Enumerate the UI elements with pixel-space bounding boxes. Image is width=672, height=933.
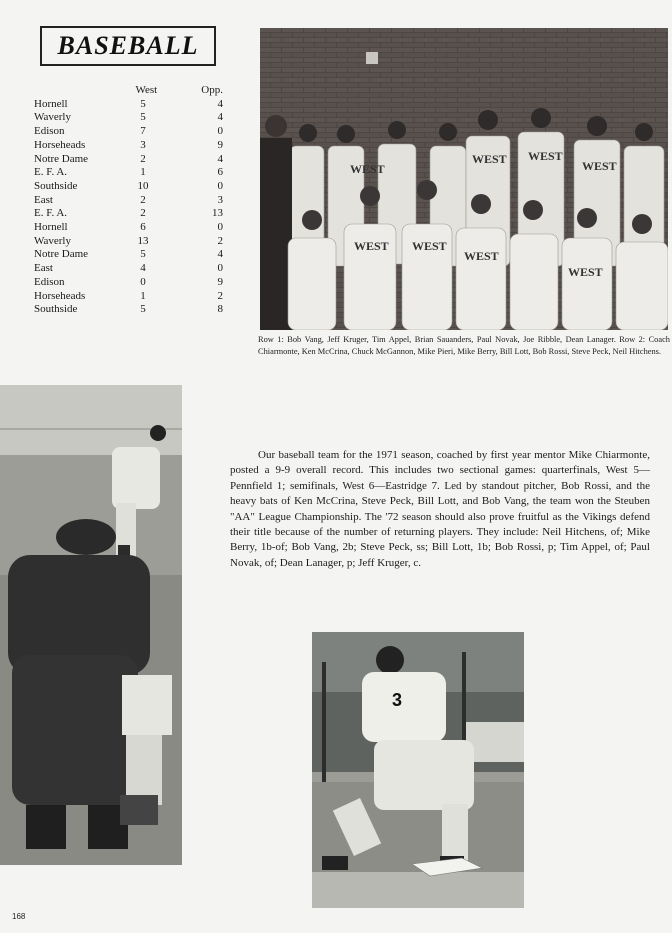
opponent-name: Edison — [34, 125, 65, 138]
west-score: 10 — [137, 179, 149, 192]
svg-text:WEST: WEST — [464, 249, 499, 263]
header-team — [34, 84, 111, 98]
west-score: 2 — [140, 193, 146, 206]
score-row — [34, 125, 229, 139]
page-title-box — [40, 26, 216, 66]
opponent-name: Notre Dame — [34, 152, 89, 165]
opp-score: 2 — [217, 234, 223, 247]
west-score: 7 — [140, 125, 146, 138]
opp-score: 4 — [217, 248, 223, 261]
scores-header — [34, 84, 229, 98]
team-photo-image — [260, 28, 668, 330]
score-row — [34, 303, 229, 317]
scores-table — [34, 84, 229, 317]
header-west: West — [135, 84, 158, 96]
opp-score: 3 — [217, 193, 223, 206]
score-row — [34, 166, 229, 180]
opponent-name: Waverly — [34, 111, 71, 124]
opp-score: 4 — [217, 111, 223, 124]
first-base-image — [312, 632, 524, 908]
opponent-name: Waverly — [34, 234, 71, 247]
opponent-name: E. F. A. — [34, 207, 68, 220]
west-score: 5 — [140, 111, 146, 124]
opponent-name: Southside — [34, 303, 78, 316]
score-row — [34, 207, 229, 221]
score-row — [34, 221, 229, 235]
opp-score: 9 — [217, 138, 223, 151]
opponent-name: Horseheads — [34, 289, 86, 302]
score-row — [34, 235, 229, 249]
west-score: 6 — [140, 221, 146, 234]
opponent-name: E. F. A. — [34, 166, 68, 179]
opp-score: 4 — [217, 152, 223, 165]
opp-score: 0 — [217, 221, 223, 234]
opp-score: 0 — [217, 262, 223, 275]
svg-text:WEST: WEST — [412, 239, 447, 253]
opp-score: 4 — [217, 97, 223, 110]
opponent-name: Hornell — [34, 221, 68, 234]
west-score: 5 — [140, 303, 146, 316]
svg-text:WEST: WEST — [582, 159, 617, 173]
opponent-name: Horseheads — [34, 138, 86, 151]
score-row — [34, 248, 229, 262]
opp-score: 0 — [217, 125, 223, 138]
header-opp: Opp. — [201, 84, 223, 96]
opp-score: 8 — [217, 303, 223, 316]
svg-text:WEST: WEST — [528, 149, 563, 163]
team-photo — [260, 28, 668, 330]
opp-score: 13 — [212, 207, 223, 220]
west-score: 2 — [140, 207, 146, 220]
opponent-name: East — [34, 262, 53, 275]
page-number: 168 — [12, 912, 26, 921]
svg-text:WEST: WEST — [472, 152, 507, 166]
jersey-lettering: WEST — [350, 162, 385, 176]
page-title: BASEBALL — [57, 31, 199, 60]
score-row — [34, 111, 229, 125]
pitcher-umpire-image — [0, 385, 182, 865]
opponent-name: Edison — [34, 275, 65, 288]
west-score: 0 — [140, 275, 146, 288]
opp-score: 6 — [217, 166, 223, 179]
svg-text:WEST: WEST — [354, 239, 389, 253]
opponent-name: East — [34, 193, 53, 206]
score-row — [34, 262, 229, 276]
opp-score: 9 — [217, 275, 223, 288]
west-score: 5 — [140, 248, 146, 261]
west-score: 13 — [137, 234, 149, 247]
pitcher-umpire-photo — [0, 385, 182, 865]
opp-score: 0 — [217, 179, 223, 192]
west-score: 2 — [140, 152, 146, 165]
score-row — [34, 290, 229, 304]
west-score: 1 — [140, 289, 146, 302]
score-row — [34, 276, 229, 290]
scores-body — [34, 98, 229, 317]
article-text: Our baseball team for the 1971 season, coached by first year mentor Mike Chiarmonte, posted a 9-9 overall record. This includes two sectional games: quarterfinals, West 5—Pennfield 1; semifinals, West 6—Eastridge 7. Led by standout pitcher, Bob Rossi, and the heavy bats of Ken McCrina, Steve Peck, Bill Lott, and Bob Vang, the team won the Steuben "AA" League Championship. The '72 season should also prove fruitful as the Vikings defend their title because of the number of returning players. They include: Neil Hitchens, of; Mike Berry, 1b-of; Bob Vang, 2b; Steve Peck, ss; Bill Lott, 1b; Bob Rossi, p; Tim Appel, of; Paul Novak, of; Dean Lanager, p; Jeff Kruger, c. — [230, 449, 650, 569]
score-row — [34, 194, 229, 208]
score-row — [34, 98, 229, 112]
opponent-name: Notre Dame — [34, 248, 89, 261]
opp-score: 2 — [217, 289, 223, 302]
west-score: 4 — [140, 262, 146, 275]
jersey-number: 3 — [392, 690, 403, 710]
svg-text:WEST: WEST — [568, 265, 603, 279]
first-base-photo — [312, 632, 524, 908]
west-score: 5 — [140, 97, 146, 110]
score-row — [34, 139, 229, 153]
west-score: 1 — [140, 166, 146, 179]
opponent-name: Hornell — [34, 97, 68, 110]
opponent-name: Southside — [34, 179, 78, 192]
west-score: 3 — [140, 138, 146, 151]
score-row — [34, 180, 229, 194]
score-row — [34, 153, 229, 167]
photo-caption: Row 1: Bob Vang, Jeff Kruger, Tim Appel, Brian Sauanders, Paul Novak, Joe Ribble, Dean Lanager. Row 2: Coach Chiarmonte, Ken McCrina, Chuck McGannon, Mike Pieri, Mike Berry, Bill Lott, Bob Rossi, Steve Peck, Neil Hitchens. — [258, 335, 670, 356]
